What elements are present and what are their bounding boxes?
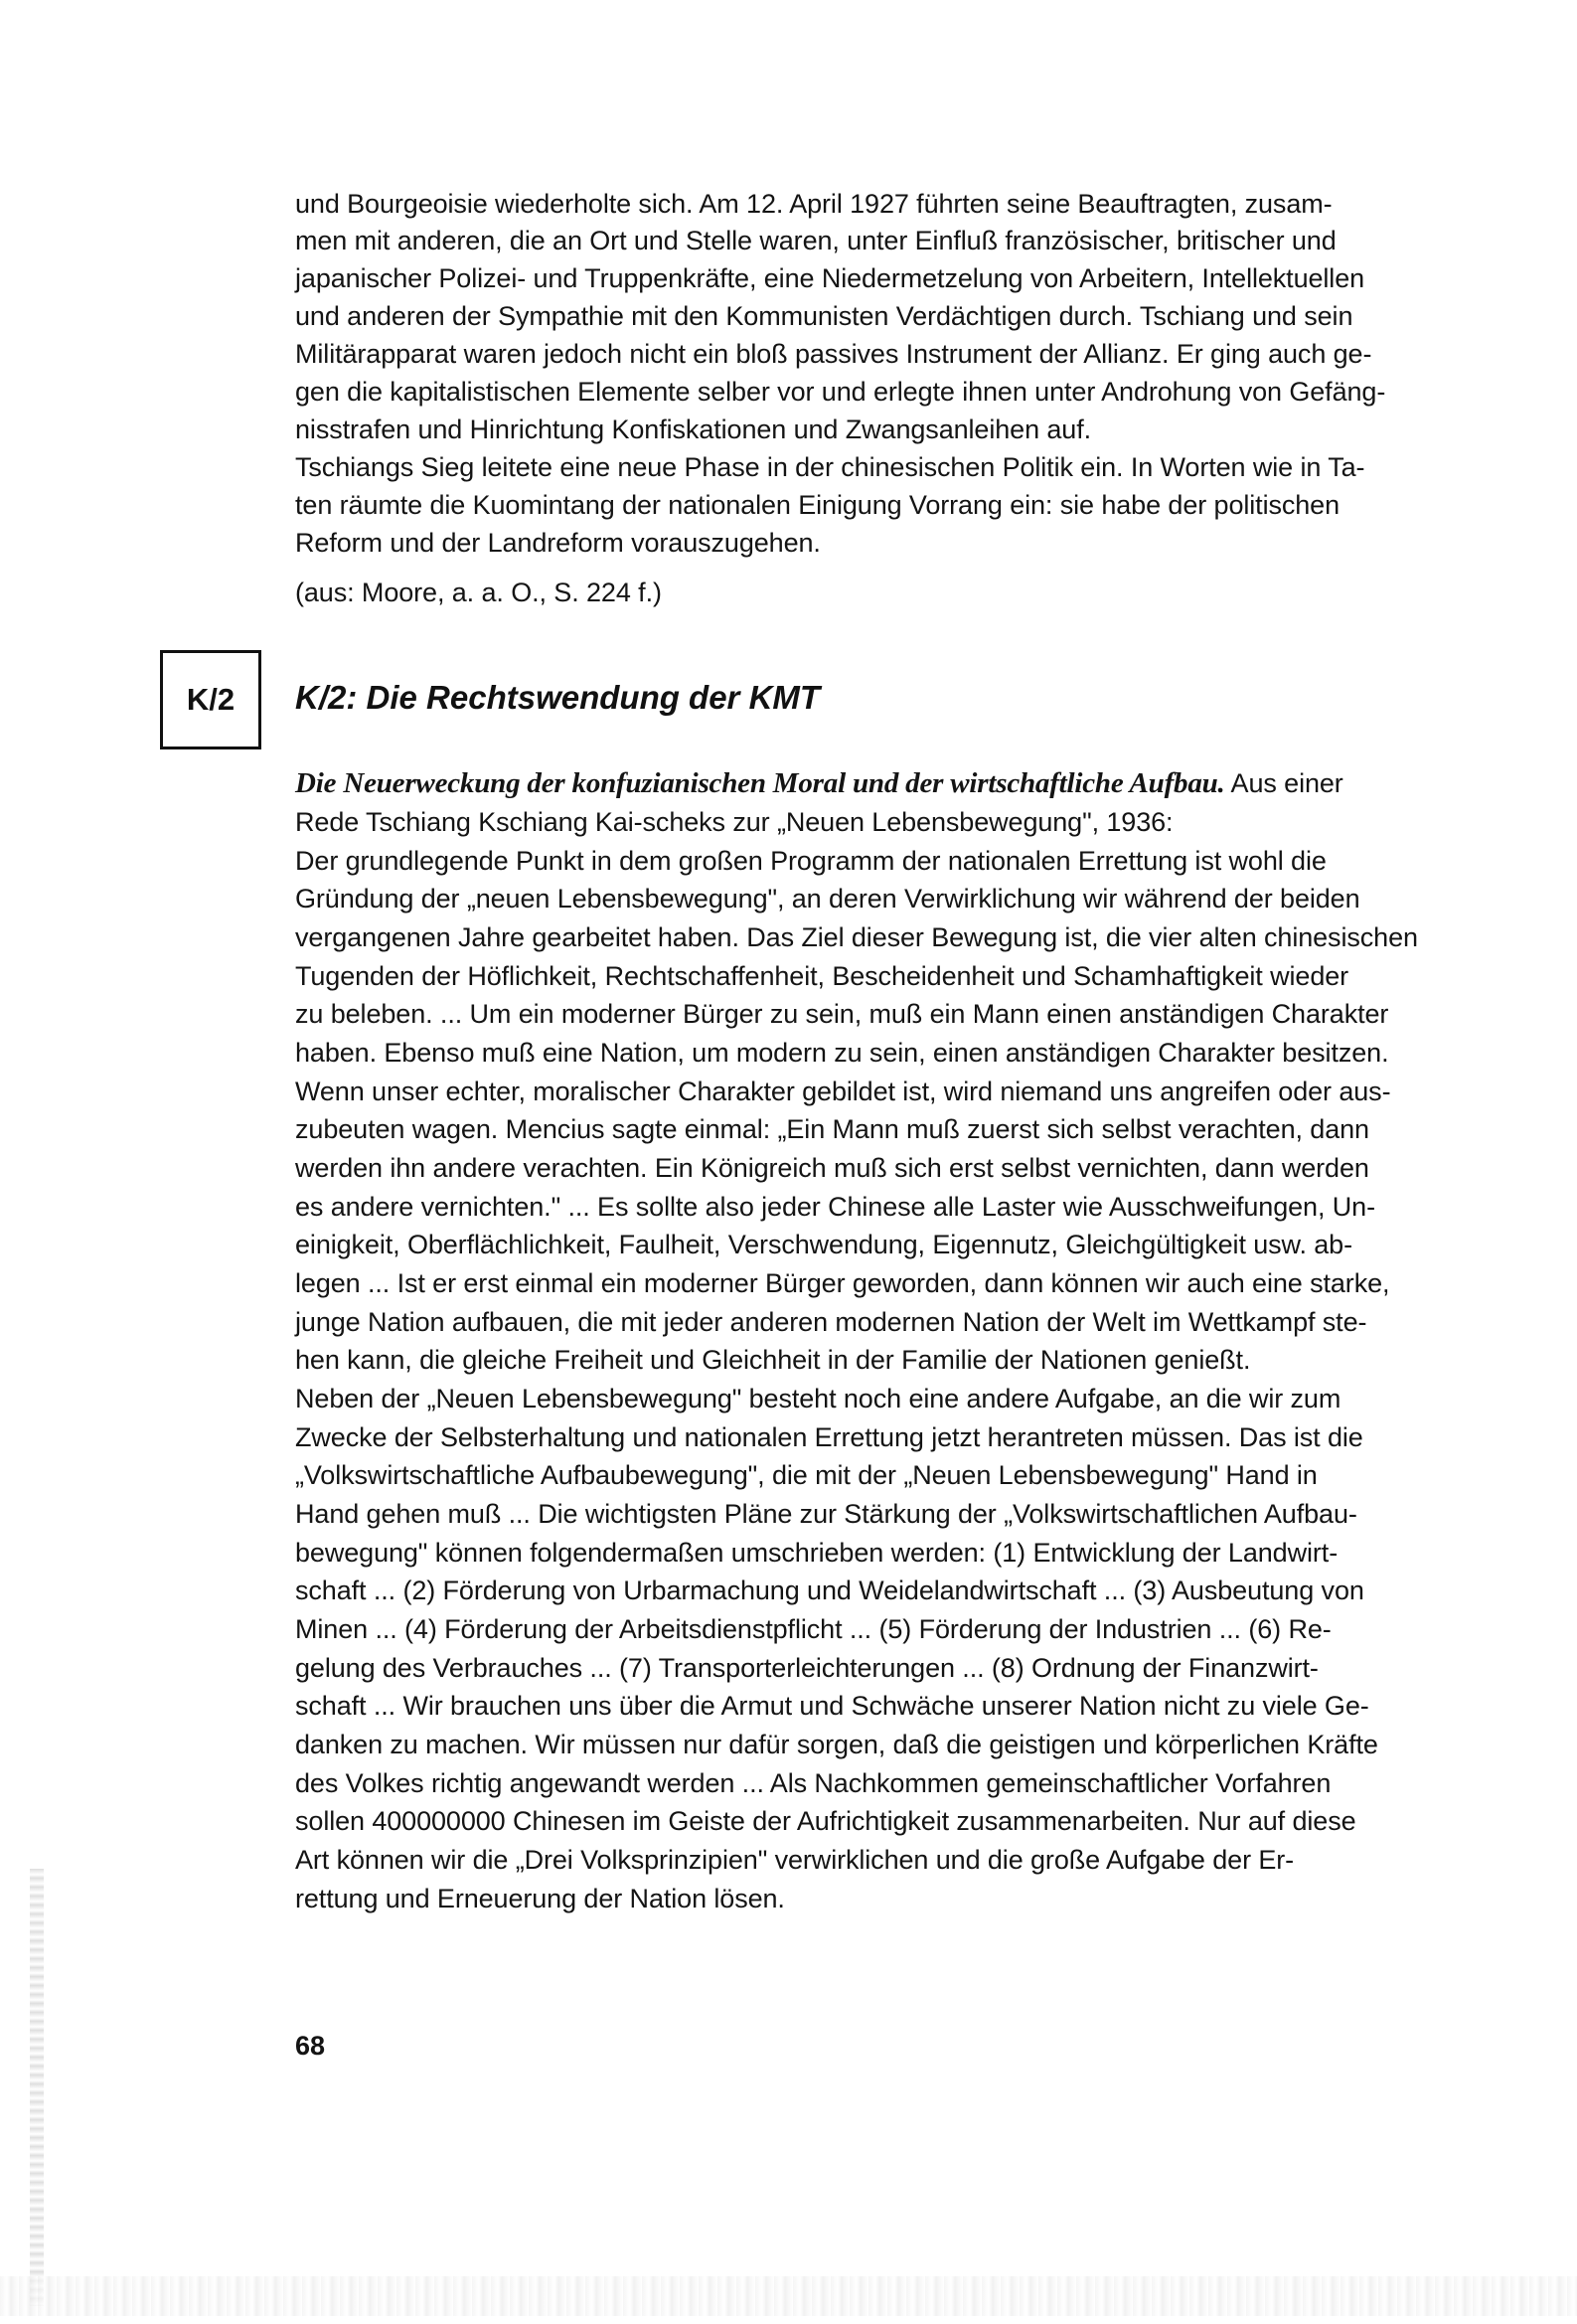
text-line: bewegung" können folgendermaßen umschrieben werden: (1) Entwicklung der Landwirt- — [295, 1538, 1339, 1568]
section-title: K/2: Die Rechtswendung der KMT — [295, 679, 821, 716]
text-line: Reform und der Landreform vorauszugehen. — [295, 528, 821, 558]
text-line: rettung und Erneuerung der Nation lösen. — [295, 1884, 785, 1913]
source-citation: (aus: Moore, a. a. O., S. 224 f.) — [295, 578, 662, 607]
text-line: zubeuten wagen. Mencius sagte einmal: „Ein Mann muß zuerst sich selbst verachten, dann — [295, 1114, 1369, 1144]
text-line: gelung des Verbrauches ... (7) Transporterleichterungen ... (8) Ordnung der Finanzwirt- — [295, 1653, 1319, 1683]
subheading-rest: Aus einer — [1230, 768, 1343, 798]
text-line: legen ... Ist er erst einmal ein moderner Bürger geworden, dann können wir auch eine starke, — [295, 1268, 1390, 1298]
text-line: schaft ... Wir brauchen uns über die Armut und Schwäche unserer Nation nicht zu viele Ge- — [295, 1691, 1369, 1721]
section-badge: K/2 — [160, 650, 261, 749]
text-line: men mit anderen, die an Ort und Stelle waren, unter Einfluß französischer, britischer und — [295, 226, 1337, 255]
text-line: Militärapparat waren jedoch nicht ein bloß passives Instrument der Allianz. Er ging auch ge- — [295, 339, 1372, 369]
text-line: „Volkswirtschaftliche Aufbaubewegung", die mit der „Neuen Lebensbewegung" Hand in — [295, 1460, 1318, 1490]
text-line: des Volkes richtig angewandt werden ... Als Nachkommen gemeinschaftlicher Vorfahren — [295, 1768, 1332, 1798]
text-line: danken zu machen. Wir müssen nur dafür sorgen, daß die geistigen und körperlichen Kräfte — [295, 1730, 1378, 1759]
subheading-line — [295, 765, 1343, 801]
text-line: nisstrafen und Hinrichtung Konfiskationen und Zwangsanleihen auf. — [295, 415, 1092, 444]
text-line: hen kann, die gleiche Freiheit und Gleichheit in der Familie der Nationen genießt. — [295, 1345, 1251, 1375]
text-line: es andere vernichten." ... Es sollte also jeder Chinese alle Laster wie Ausschweifungen, Un- — [295, 1192, 1375, 1222]
text-line: Wenn unser echter, moralischer Charakter gebildet ist, wird niemand uns angreifen oder aus- — [295, 1077, 1391, 1106]
text-line: junge Nation aufbauen, die mit jeder anderen modernen Nation der Welt im Wettkampf ste- — [295, 1307, 1367, 1337]
subheading-italic: Die Neuerweckung der konfuzianischen Moral und der wirtschaftliche Aufbau. — [295, 767, 1225, 799]
page-number: 68 — [295, 2031, 326, 2061]
text-line: Zwecke der Selbsterhaltung und nationalen Errettung jetzt herantreten müssen. Das ist die — [295, 1422, 1363, 1452]
text-line: schaft ... (2) Förderung von Urbarmachung und Weidelandwirtschaft ... (3) Ausbeutung von — [295, 1576, 1364, 1605]
text-line: ten räumte die Kuomintang der nationalen Einigung Vorrang ein: sie habe der politischen — [295, 490, 1340, 520]
text-line: haben. Ebenso muß eine Nation, um modern zu sein, einen anständigen Charakter besitzen. — [295, 1038, 1389, 1068]
text-line: Hand gehen muß ... Die wichtigsten Pläne zur Stärkung der „Volkswirtschaftlichen Aufbau- — [295, 1499, 1357, 1529]
text-line: Der grundlegende Punkt in dem großen Programm der nationalen Errettung ist wohl die — [295, 846, 1327, 876]
text-line: und anderen der Sympathie mit den Kommunisten Verdächtigen durch. Tschiang und sein — [295, 301, 1353, 331]
text-line: Tschiangs Sieg leitete eine neue Phase in der chinesischen Politik ein. In Worten wie in Ta- — [295, 452, 1365, 482]
text-line: Neben der „Neuen Lebensbewegung" besteht noch eine andere Aufgabe, an die wir zum — [295, 1384, 1341, 1413]
text-line: japanischer Polizei- und Truppenkräfte, eine Niedermetzelung von Arbeitern, Intellektuellen — [295, 263, 1365, 293]
text-line: Gründung der „neuen Lebensbewegung", an deren Verwirklichung wir während der beiden — [295, 884, 1360, 913]
text-line: werden ihn andere verachten. Ein Königreich muß sich erst selbst vernichten, dann werden — [295, 1153, 1369, 1183]
text-line: und Bourgeoisie wiederholte sich. Am 12. April 1927 führten seine Beauftragten, zusam- — [295, 189, 1333, 219]
text-line: Rede Tschiang Kschiang Kai-scheks zur „Neuen Lebensbewegung", 1936: — [295, 807, 1174, 837]
text-line: gen die kapitalistischen Elemente selber vor und erlegte ihnen unter Androhung von Gefäng- — [295, 377, 1386, 407]
scan-bottom-artifact — [0, 2276, 1577, 2316]
scan-edge-artifact — [30, 1869, 44, 2306]
text-line: einigkeit, Oberflächlichkeit, Faulheit, Verschwendung, Eigennutz, Gleichgültigkeit usw. ab- — [295, 1230, 1352, 1259]
text-line: Minen ... (4) Förderung der Arbeitsdienstpflicht ... (5) Förderung der Industrien ... (6) Re- — [295, 1614, 1332, 1644]
text-line: sollen 400000000 Chinesen im Geiste der Aufrichtigkeit zusammenarbeiten. Nur auf diese — [295, 1806, 1356, 1836]
text-line: zu beleben. ... Um ein moderner Bürger zu sein, muß ein Mann einen anständigen Charakter — [295, 999, 1389, 1029]
text-line: Art können wir die „Drei Volksprinzipien" verwirklichen und die große Aufgabe der Er- — [295, 1845, 1295, 1875]
text-line: vergangenen Jahre gearbeitet haben. Das Ziel dieser Bewegung ist, die vier alten chinesischen — [295, 922, 1418, 952]
text-line: Tugenden der Höflichkeit, Rechtschaffenheit, Bescheidenheit und Schamhaftigkeit wieder — [295, 961, 1349, 991]
